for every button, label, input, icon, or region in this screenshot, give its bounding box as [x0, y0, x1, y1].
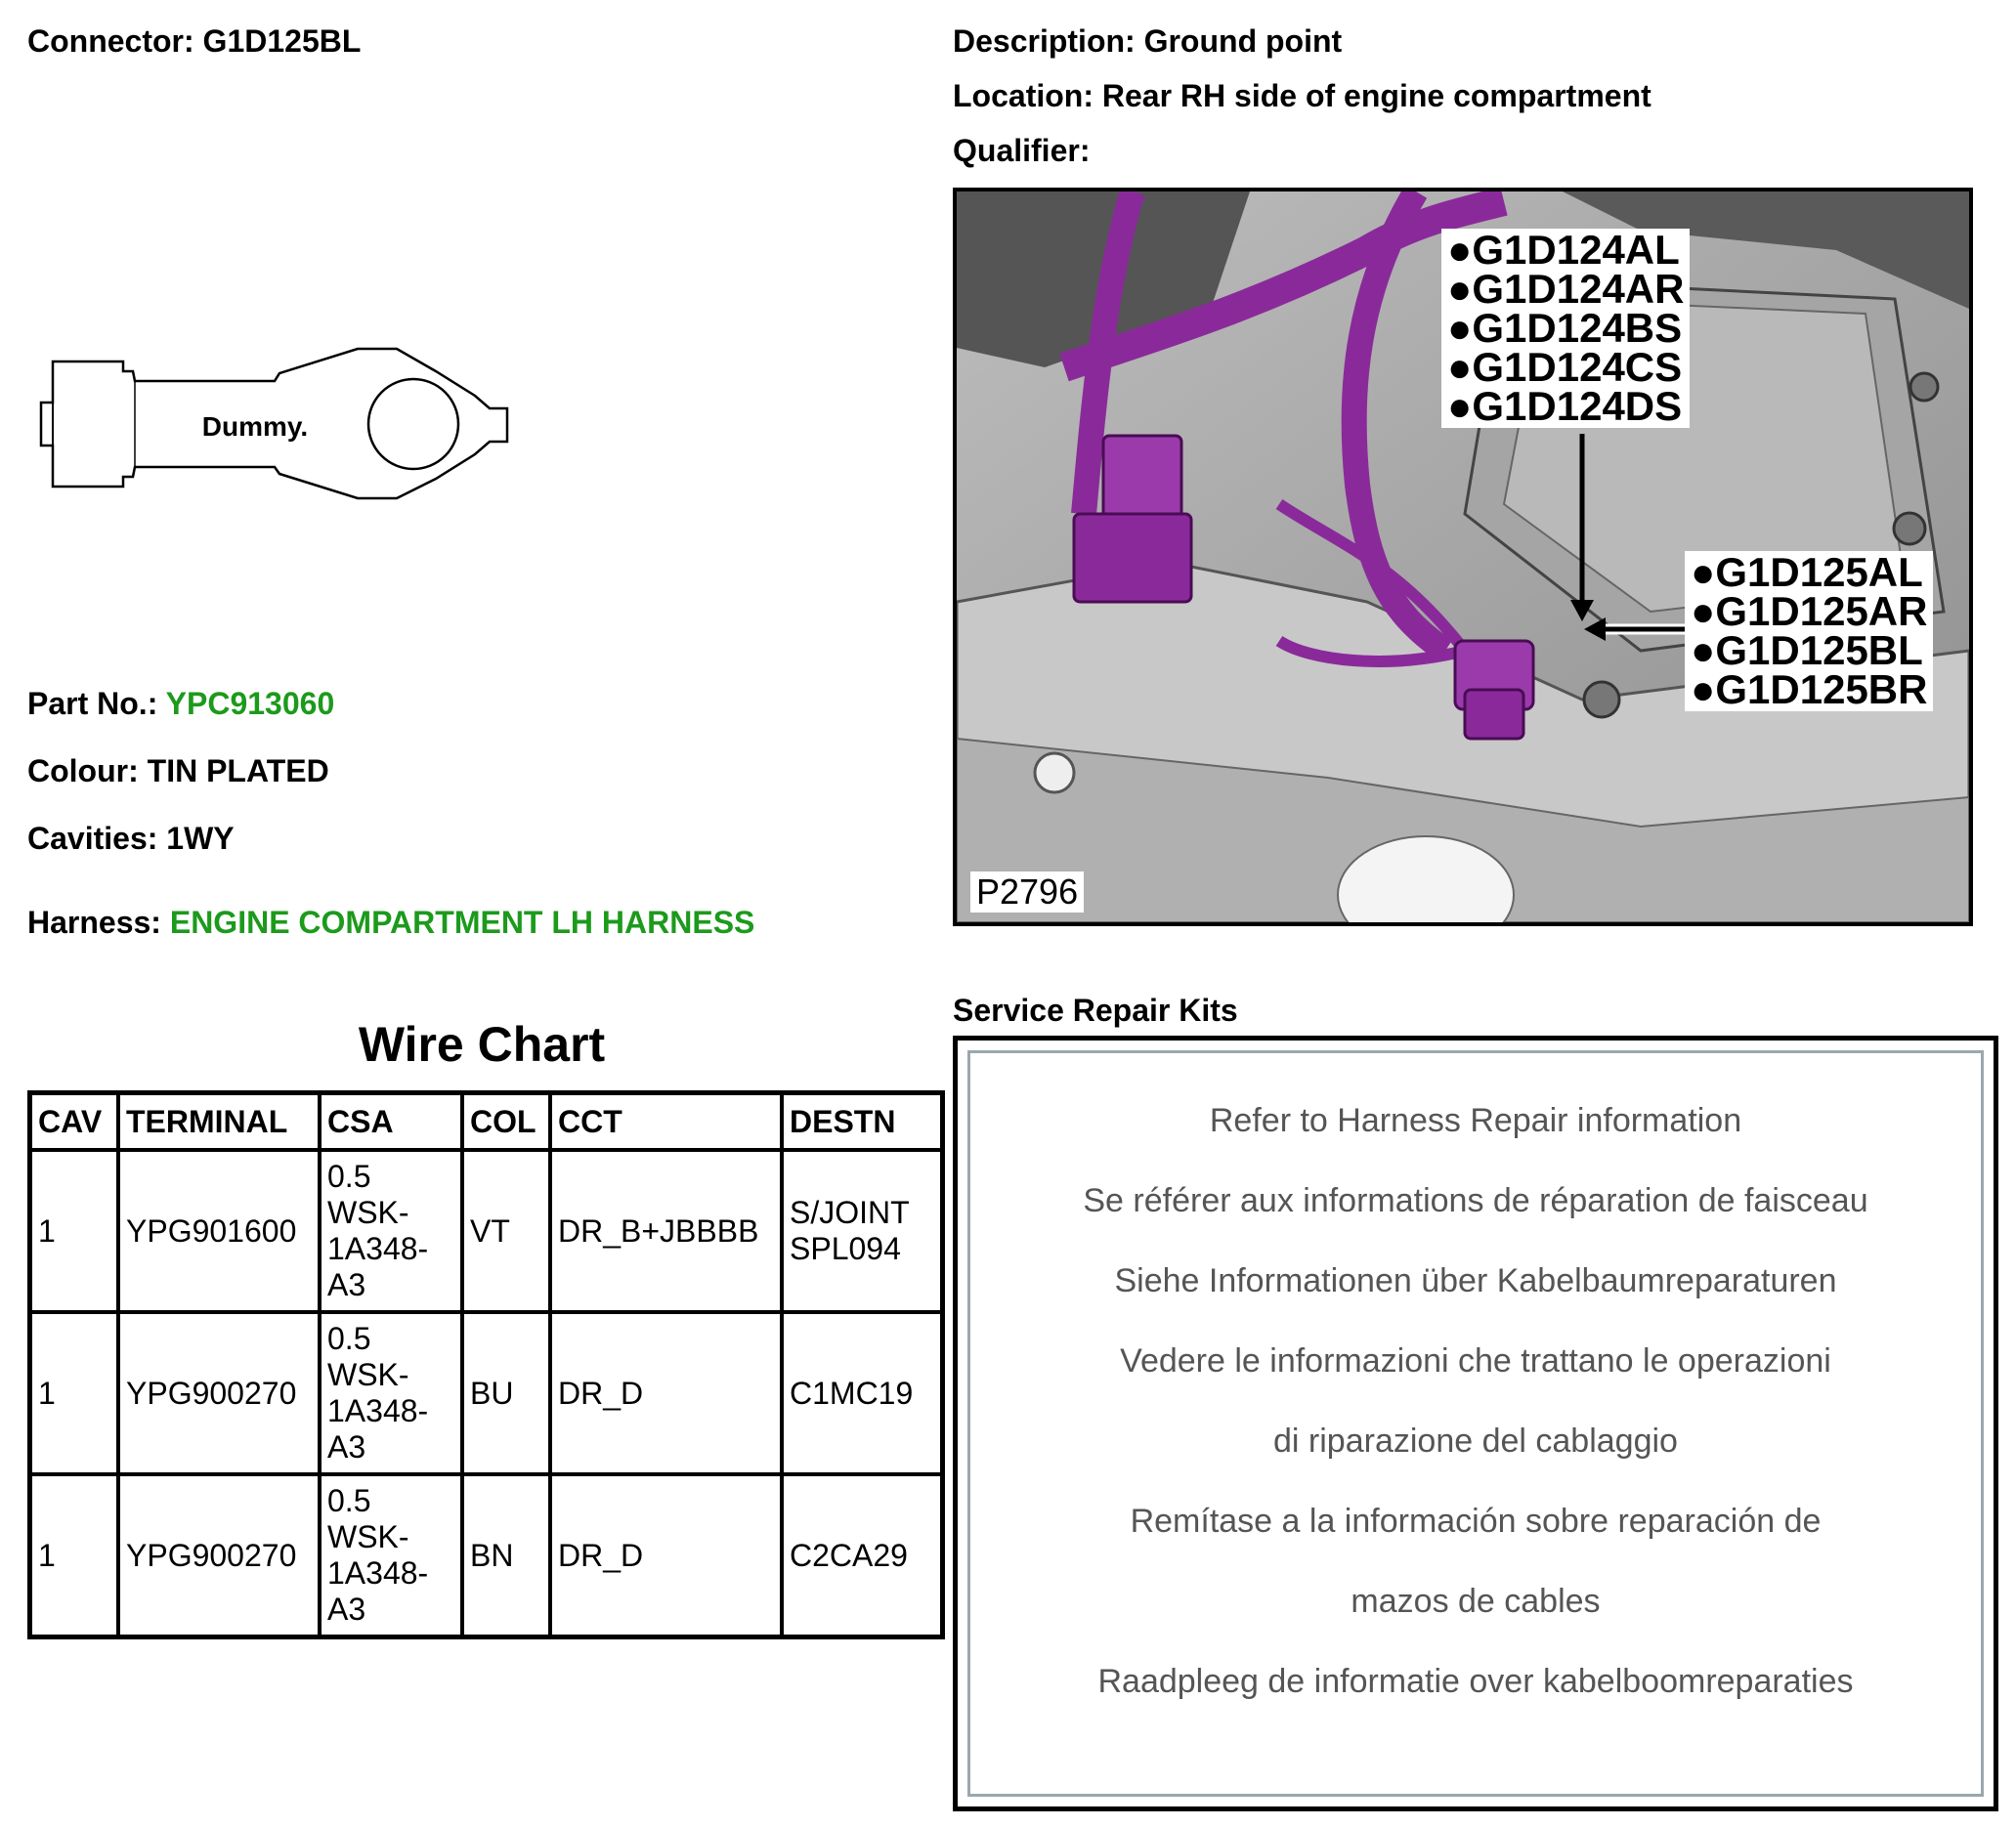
qualifier-field	[953, 133, 1090, 169]
cell-destn: C1MC19	[782, 1312, 943, 1474]
callout-item: ●G1D124BS	[1447, 305, 1683, 351]
cell-col: VT	[462, 1150, 550, 1312]
part-no-label: Part No.:	[27, 686, 158, 721]
header-csa: CSA	[320, 1093, 462, 1151]
ring-terminal-drawing	[35, 342, 524, 508]
connector-label: Connector:	[27, 23, 194, 59]
callout-item: ●G1D124AR	[1447, 266, 1685, 312]
wire-chart-title: Wire Chart	[358, 1017, 606, 1072]
colour-field	[27, 753, 329, 789]
repair-kit-line: mazos de cables	[1351, 1583, 1601, 1620]
repair-kits-box	[953, 1036, 1998, 1811]
cell-col: BN	[462, 1474, 550, 1637]
harness-label: Harness:	[27, 905, 161, 940]
callout-item: ●G1D125BL	[1691, 627, 1923, 673]
colour-label: Colour:	[27, 753, 139, 788]
description-label: Description:	[953, 23, 1136, 59]
photo-id: P2796	[970, 871, 1084, 913]
cell-cav: 1	[30, 1150, 119, 1312]
cavities-label: Cavities:	[27, 821, 158, 856]
location-field	[953, 78, 1651, 114]
callout-item: ●G1D124AL	[1447, 227, 1680, 273]
cell-cav: 1	[30, 1312, 119, 1474]
description-field	[953, 23, 1342, 60]
cell-csa: 0.5 WSK-1A348-A3	[320, 1312, 462, 1474]
repair-kit-line: Raadpleeg de informatie over kabelboomreparaties	[1097, 1663, 1854, 1700]
table-row	[30, 1312, 943, 1474]
callout-g1d125	[1685, 551, 1933, 711]
part-no-link[interactable]: YPC913060	[165, 686, 335, 721]
qualifier-label: Qualifier:	[953, 133, 1091, 168]
wire-chart-header-row	[30, 1093, 943, 1151]
repair-kit-line: Refer to Harness Repair information	[1209, 1102, 1742, 1139]
cell-terminal: YPG900270	[118, 1312, 320, 1474]
table-row	[30, 1474, 943, 1637]
repair-kit-line: Vedere le informazioni che trattano le operazioni	[1120, 1342, 1831, 1380]
cavities-field	[27, 821, 235, 857]
repair-kits-inner	[967, 1050, 1984, 1797]
callout-item: ●G1D125AL	[1691, 549, 1923, 595]
cell-csa: 0.5 WSK-1A348-A3	[320, 1474, 462, 1637]
wire-chart-table	[27, 1090, 945, 1639]
repair-kit-line: Siehe Informationen über Kabelbaumreparaturen	[1114, 1262, 1837, 1299]
header-destn: DESTN	[782, 1093, 943, 1151]
cell-destn: S/JOINT SPL094	[782, 1150, 943, 1312]
repair-kit-line: di riparazione del cablaggio	[1273, 1423, 1678, 1460]
cell-cct: DR_D	[550, 1474, 782, 1637]
callout-g1d124	[1441, 229, 1690, 428]
cell-cct: DR_D	[550, 1312, 782, 1474]
cell-destn: C2CA29	[782, 1474, 943, 1637]
cell-terminal: YPG901600	[118, 1150, 320, 1312]
location-label: Location:	[953, 78, 1094, 113]
colour-value: TIN PLATED	[147, 753, 329, 788]
repair-kits-title: Service Repair Kits	[953, 993, 1238, 1028]
header-terminal: TERMINAL	[118, 1093, 320, 1151]
cavities-value: 1WY	[166, 821, 235, 856]
repair-kit-line: Remítase a la información sobre reparación de	[1130, 1503, 1822, 1540]
header-col: COL	[462, 1093, 550, 1151]
table-row	[30, 1150, 943, 1312]
description-value: Ground point	[1143, 23, 1343, 59]
connector-value: G1D125BL	[202, 23, 362, 59]
callout-item: ●G1D125AR	[1691, 588, 1928, 634]
cell-csa: 0.5 WSK-1A348-A3	[320, 1150, 462, 1312]
cell-terminal: YPG900270	[118, 1474, 320, 1637]
drawing-label: Dummy.	[201, 411, 309, 442]
header-cav: CAV	[30, 1093, 119, 1151]
location-value: Rear RH side of engine compartment	[1101, 78, 1651, 113]
cell-cav: 1	[30, 1474, 119, 1637]
cell-cct: DR_B+JBBBB	[550, 1150, 782, 1312]
part-no-field	[27, 686, 334, 722]
harness-field	[27, 905, 754, 941]
callout-item: ●G1D124CS	[1447, 344, 1683, 390]
harness-link[interactable]: ENGINE COMPARTMENT LH HARNESS	[169, 905, 755, 940]
header-cct: CCT	[550, 1093, 782, 1151]
callout-item: ●G1D125BR	[1691, 666, 1928, 712]
callout-item: ●G1D124DS	[1447, 383, 1683, 429]
connector-field	[27, 23, 361, 60]
repair-kit-line: Se référer aux informations de réparation de faisceau	[1083, 1182, 1868, 1219]
location-photo	[953, 188, 1973, 926]
cell-col: BU	[462, 1312, 550, 1474]
